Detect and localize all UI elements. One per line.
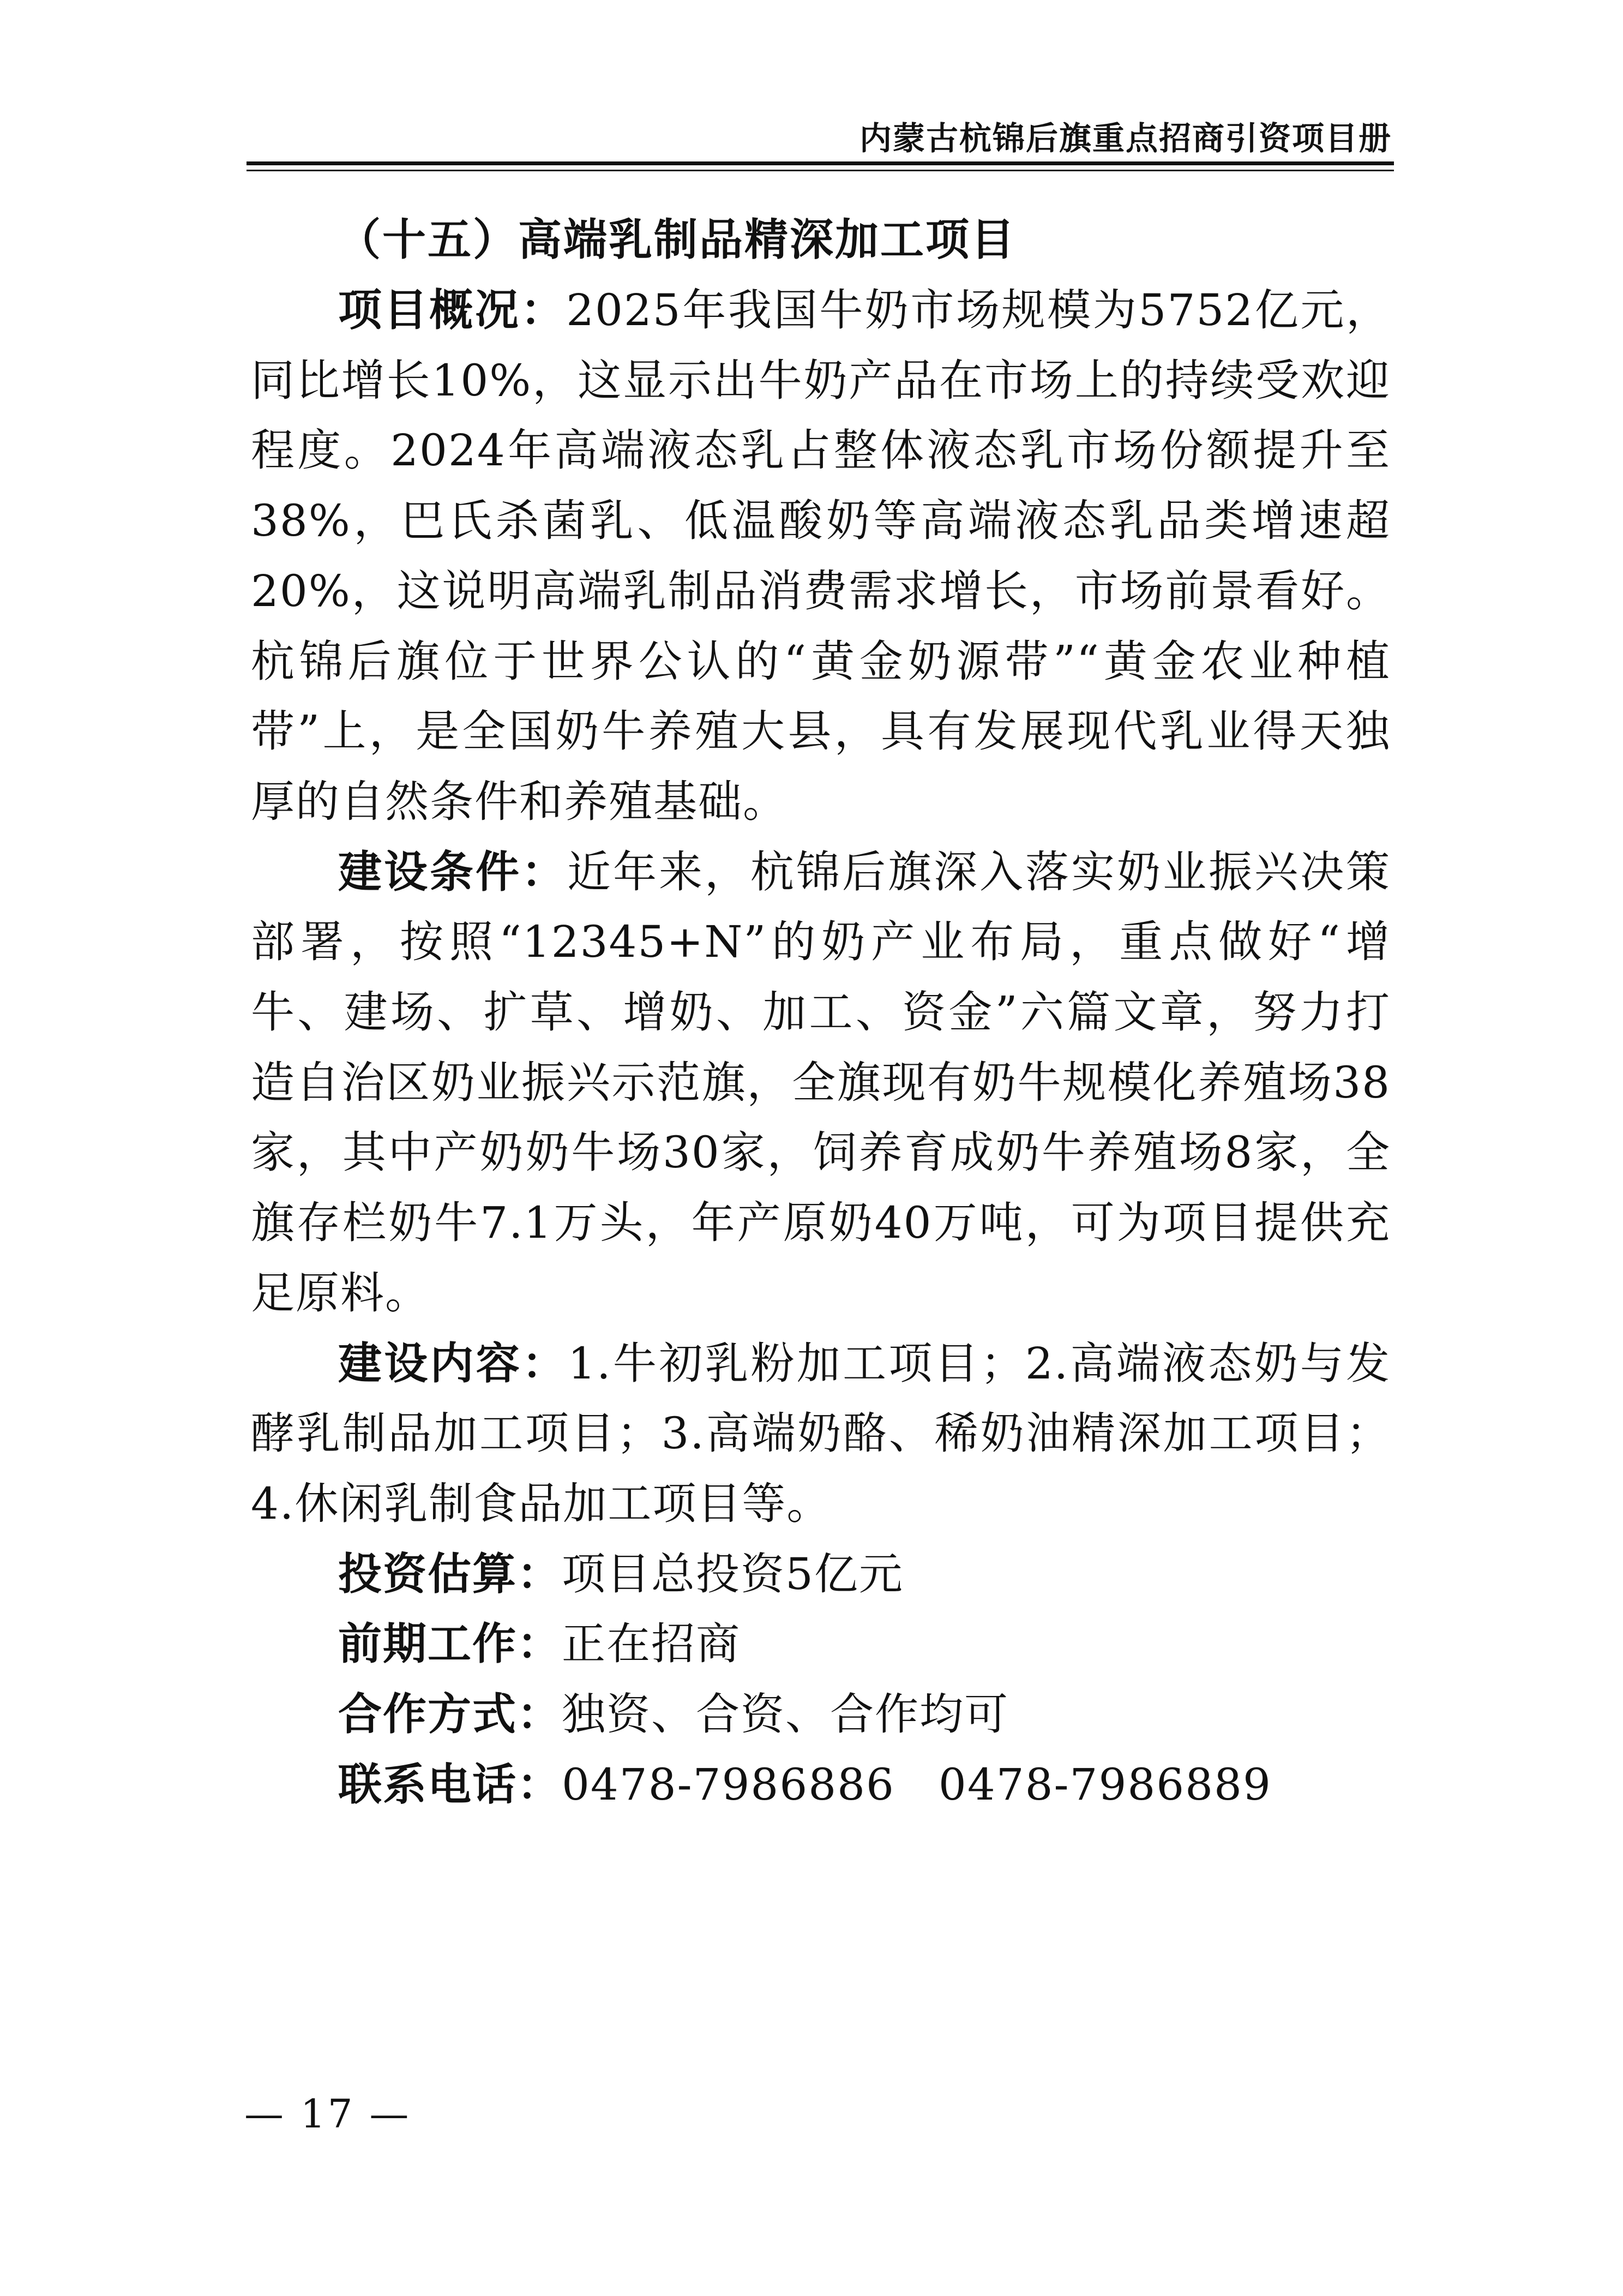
document-body bbox=[251, 275, 1391, 1820]
label-investment-estimate: 投资估算： bbox=[338, 1548, 562, 1599]
text-project-overview: 2025年我国牛奶市场规模为5752亿元，同比增长10%，这显示出牛奶产品在市场上的持续受欢迎程度。2024年高端液态乳占整体液态乳市场份额提升至38%，巴氏杀菌乳、低温酸奶等高端液态乳品类增速超20%，这说明高端乳制品消费需求增长，市场前景看好。杭锦后旗位于世界公认的“黄金奶源带”“黄金农业种植带”上，是全国奶牛养殖大县，具有发展现代乳业得天独厚的自然条件和养殖基础。 bbox=[251, 285, 1391, 827]
text-construction-content: 1.牛初乳粉加工项目；2.高端液态奶与发酵乳制品加工项目；3.高端奶酪、稀奶油精深加工项目；4.休闲乳制食品加工项目等。 bbox=[251, 1338, 1391, 1529]
label-contact-phone: 联系电话： bbox=[338, 1759, 562, 1810]
paragraph-construction-content bbox=[251, 1329, 1391, 1539]
text-construction-conditions: 近年来，杭锦后旗深入落实奶业振兴决策部署，按照“12345+N”的奶产业布局，重点做好“增牛、建场、扩草、增奶、加工、资金”六篇文章，努力打造自治区奶业振兴示范旗，全旗现有奶牛规模化养殖场38家，其中产奶奶牛场30家，饲养育成奶牛养殖场8家，全旗存栏奶牛7.1万头，年产原奶40万吨，可为项目提供充足原料。 bbox=[251, 846, 1391, 1318]
phone-number-1: 0478-7986886 bbox=[562, 1759, 895, 1810]
section-heading: （十五）高端乳制品精深加工项目 bbox=[337, 214, 1016, 265]
label-preliminary-work: 前期工作： bbox=[338, 1618, 562, 1670]
row-preliminary-work bbox=[251, 1609, 1391, 1680]
label-construction-conditions: 建设条件： bbox=[338, 846, 567, 897]
document-header-title: 内蒙古杭锦后旗重点招商引资项目册 bbox=[859, 119, 1392, 157]
paragraph-construction-conditions bbox=[251, 837, 1391, 1329]
value-investment-estimate: 项目总投资5亿元 bbox=[562, 1548, 904, 1599]
header-divider-thin bbox=[247, 170, 1394, 171]
row-investment-estimate bbox=[251, 1539, 1391, 1610]
label-cooperation-mode: 合作方式： bbox=[338, 1689, 562, 1740]
label-project-overview: 项目概况： bbox=[338, 285, 567, 335]
row-contact-phone bbox=[251, 1750, 1391, 1820]
row-cooperation-mode bbox=[251, 1680, 1391, 1750]
page-number: — 17 — bbox=[244, 2091, 411, 2137]
label-construction-content: 建设内容： bbox=[338, 1338, 568, 1389]
value-preliminary-work: 正在招商 bbox=[562, 1618, 741, 1670]
phone-number-2: 0478-7986889 bbox=[938, 1759, 1272, 1810]
header-divider-thick bbox=[247, 161, 1394, 165]
value-cooperation-mode: 独资、合资、合作均可 bbox=[562, 1689, 1009, 1740]
paragraph-project-overview bbox=[251, 275, 1391, 837]
